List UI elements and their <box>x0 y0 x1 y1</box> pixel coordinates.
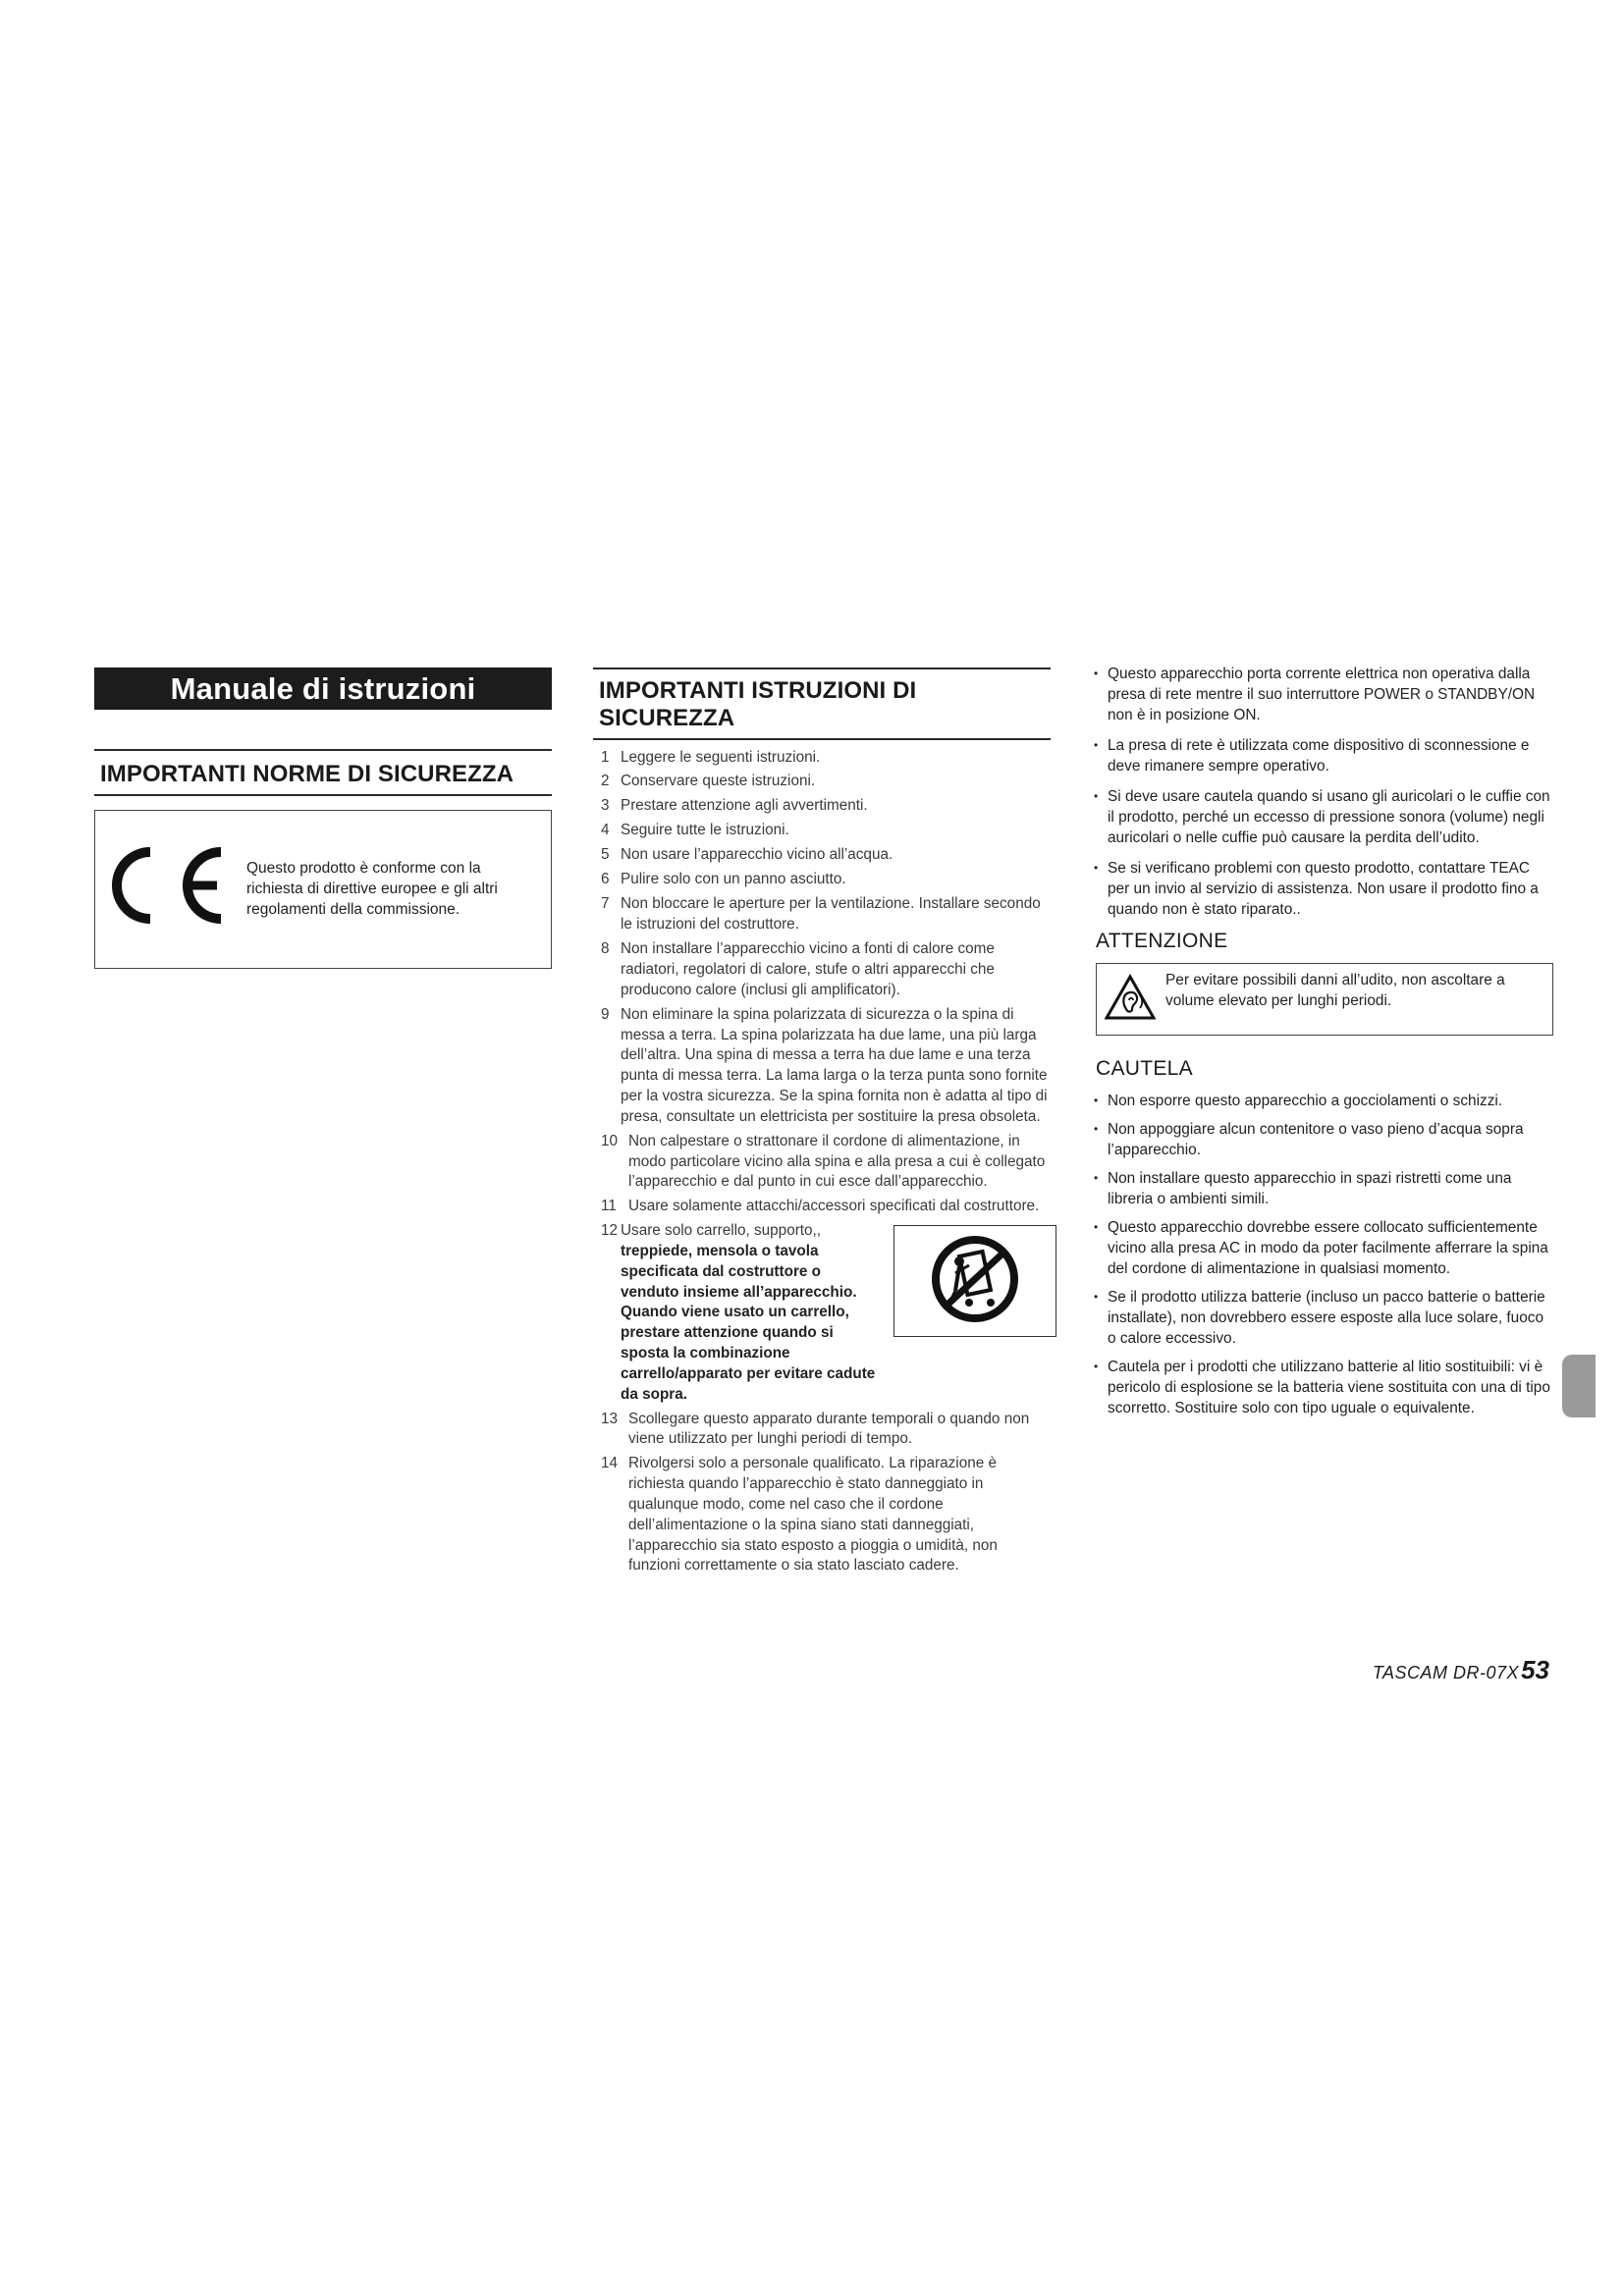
section-thumb-tab <box>1562 1355 1596 1417</box>
ce-compliance-text: Questo prodotto è conforme con la richiesta di direttive europee e gli altri regolamenti della commissione. <box>246 859 498 918</box>
cautela-heading: CAUTELA <box>1096 1057 1193 1080</box>
list-item: 4 Seguire tutte le istruzioni. <box>601 822 789 839</box>
list-item: 12 Usare solo carrello, supporto,, treppiede, mensola o tavola specificata dal costruttore o venduto insieme all’apparecchio. Quando viene usato un carrello, prestare attenzione quando si sposta la combinazione carrello/apparato per evitare cadute da sopra. <box>593 1221 1051 1405</box>
trolley-warning-box <box>893 1225 1056 1337</box>
list-item: 7 Non bloccare le aperture per la ventilazione. Installare secondo le istruzioni del costruttore. <box>601 895 1041 934</box>
list-item: 9 Non eliminare la spina polarizzata di sicurezza o la spina di messa a terra. La spina polarizzata ha due lame, una più larga dell’altra. Una spina di messa a terra ha due lame e una terza punta di messa terra. La lama larga o la terza punta sono fornite per la vostra sicurezza. Se la spina fornita non è adatta al tipo di presa, consultate un elettricista per sostituire la presa obsoleta. <box>601 1005 1048 1125</box>
list-item: • Cautela per i prodotti che utilizzano batterie al litio sostituibili: vi è pericolo di esplosione se la batteria viene sostituita con una di tipo scorretto. Sostituire solo con tipo uguale o equivalente. <box>1090 1357 1553 1418</box>
trolley-warning-text: treppiede, mensola o tavola specificata dal costruttore o venduto insieme all’apparecchio. Quando viene usato un carrello, prestare attenzione quando si sposta la combinazione carrello/apparato per evitare cadute da sopra. <box>621 1243 876 1403</box>
power-bullets <box>1090 664 1553 920</box>
column-left <box>94 667 552 969</box>
column-middle <box>593 667 1051 1580</box>
list-item: • Questo apparecchio porta corrente elettrica non operativa dalla presa di rete mentre il suo interruttore POWER o STANDBY/ON non è in posizione ON. <box>1090 664 1553 725</box>
list-item: 14 Rivolgersi solo a personale qualificato. La riparazione è richiesta quando l’apparecchio è stato danneggiato in qualunque modo, come nel caso che il cordone dell’alimentazione o la spina siano stati danneggiati, l’apparecchio sia stato esposto a pioggia o umidità, non funzioni correttamente o sia stato lasciato cadere. <box>601 1455 998 1575</box>
page-number: 53 <box>1521 1655 1549 1684</box>
list-item: 10 Non calpestare o strattonare il cordone di alimentazione, in modo particolare vicino alla spina e alla presa a cui è collegato l’apparecchio e dal punto in cui esce dall’apparecchio. <box>601 1132 1046 1191</box>
divider <box>94 794 552 796</box>
page-footer <box>1373 1655 1549 1685</box>
trolley-tip-over-icon <box>930 1234 1020 1324</box>
list-item: • La presa di rete è utilizzata come dispositivo di sconnessione e deve rimanere sempre operativo. <box>1090 735 1553 776</box>
list-item: • Non esporre questo apparecchio a gocciolamenti o schizzi. <box>1090 1091 1553 1111</box>
list-item: 13 Scollegare questo apparato durante temporali o quando non viene utilizzato per lunghi periodi di tempo. <box>601 1410 1030 1448</box>
list-item: • Non installare questo apparecchio in spazi ristretti come una libreria o ambienti simili. <box>1090 1168 1553 1209</box>
list-item: 1 Leggere le seguenti istruzioni. <box>601 748 821 766</box>
footer-brand: TASCAM DR-07X <box>1372 1663 1520 1682</box>
divider <box>593 738 1051 740</box>
list-item: • Non appoggiare alcun contenitore o vaso pieno d’acqua sopra l’apparecchio. <box>1090 1119 1553 1160</box>
list-item: 2 Conservare queste istruzioni. <box>601 773 816 790</box>
safety-instructions-list <box>593 748 1051 1577</box>
manual-title: Manuale di istruzioni <box>94 667 552 710</box>
ce-mark-icon <box>111 846 239 925</box>
section-heading-norme: IMPORTANTI NORME DI SICUREZZA <box>100 761 514 787</box>
attenzione-box <box>1096 963 1553 1036</box>
section-heading-istruzioni: IMPORTANTI ISTRUZIONI DI SICUREZZA <box>599 677 917 731</box>
list-item: • Si deve usare cautela quando si usano gli auricolari o le cuffie con il prodotto, perché un eccesso di pressione sonora (volume) negli auricolari o nelle cuffie può causare la perdita dell’udito. <box>1090 786 1553 848</box>
ce-compliance-box <box>94 810 552 969</box>
list-item: 8 Non installare l’apparecchio vicino a fonti di calore come radiatori, regolatori di calore, stufe o altri apparecchi che producono calore (inclusi gli amplificatori). <box>601 940 995 998</box>
hearing-warning-icon <box>1105 974 1156 1021</box>
list-item: 11 Usare solamente attacchi/accessori specificati dal costruttore. <box>601 1198 1040 1215</box>
list-item: • Se il prodotto utilizza batterie (incluso un pacco batterie o batterie installate), non dovrebbero essere esposte alla luce solare, fuoco o calore eccessivo. <box>1090 1287 1553 1349</box>
cautela-bullets <box>1090 1091 1553 1418</box>
list-item: • Questo apparecchio dovrebbe essere collocato sufficientemente vicino alla presa AC in modo da poter facilmente afferrare la spina del cordone di alimentazione in qualsiasi momento. <box>1090 1217 1553 1279</box>
column-right <box>1090 664 1553 1426</box>
attenzione-heading: ATTENZIONE <box>1096 930 1228 952</box>
list-item: 6 Pulire solo con un panno asciutto. <box>601 871 846 888</box>
list-item: 3 Prestare attenzione agli avvertimenti. <box>601 797 868 815</box>
list-item: • Se si verificano problemi con questo prodotto, contattare TEAC per un invio al servizio di assistenza. Non usare il prodotto fino a quando non è stato riparato.. <box>1090 858 1553 920</box>
attenzione-text: Per evitare possibili danni all’udito, non ascoltare a volume elevato per lunghi periodi. <box>1165 972 1505 1009</box>
list-item: 5 Non usare l’apparecchio vicino all’acqua. <box>601 846 893 864</box>
